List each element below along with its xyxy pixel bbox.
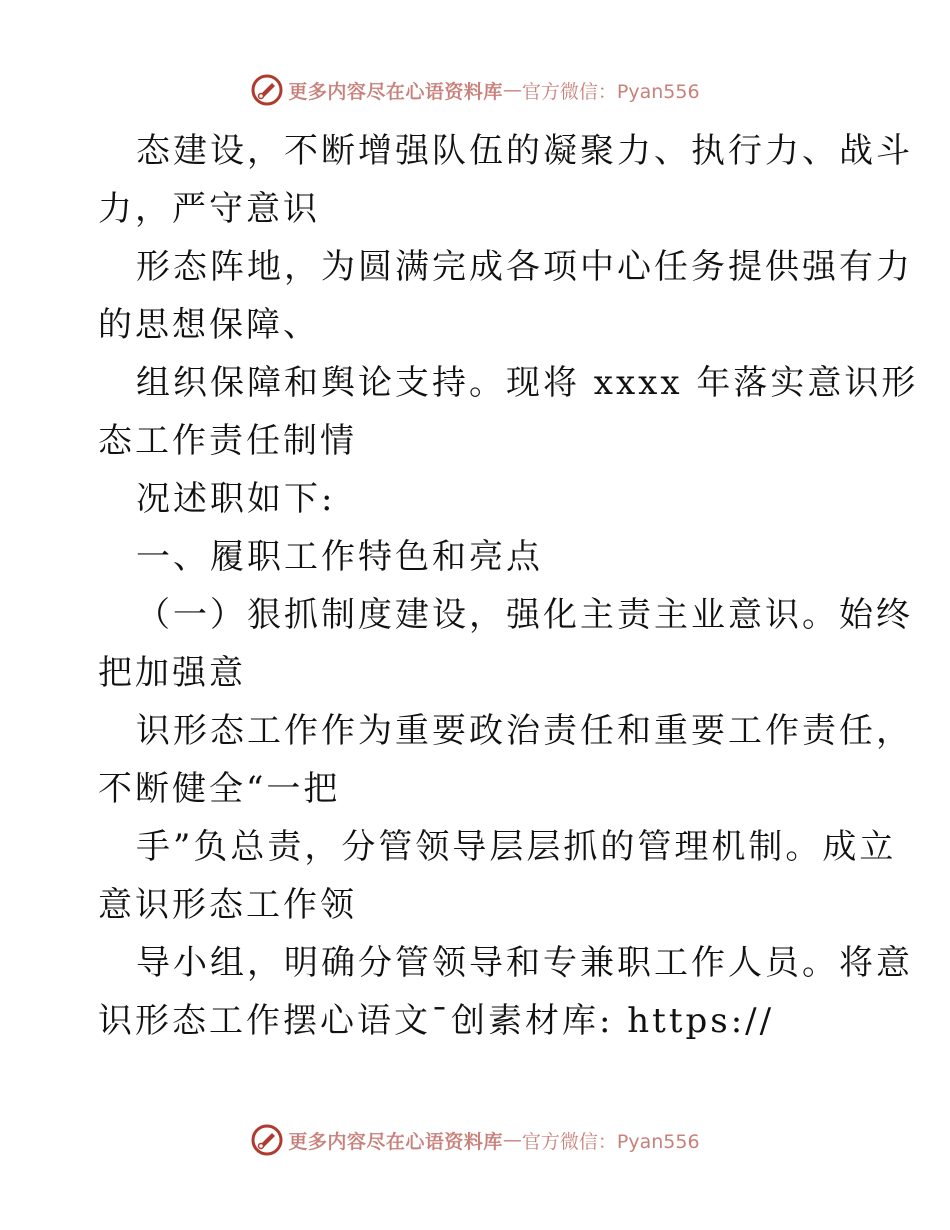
banner-main-text: 更多内容尽在心语资料库: [288, 1130, 503, 1153]
body-line: 识形态工作摆心语文¯创素材库: https://: [98, 1001, 775, 1041]
banner-separator: —: [502, 1129, 522, 1151]
body-line: 意识形态工作领: [98, 885, 357, 925]
body-line: 不断健全“一把: [98, 769, 341, 809]
banner-separator: —: [502, 79, 522, 101]
body-line: 把加强意: [98, 653, 246, 693]
banner-main-text: 更多内容尽在心语资料库: [288, 80, 503, 103]
body-line: 态建设，不断增强队伍的凝聚力、执行力、战斗: [136, 131, 913, 171]
banner-contact-text: 官方微信：Pyan556: [521, 80, 700, 103]
body-line: 的思想保障、: [98, 305, 320, 345]
document-body: [98, 122, 919, 1050]
footer-banner: [0, 1120, 950, 1160]
body-line: 手”负总责，分管领导层层抓的管理机制。成立: [136, 827, 897, 867]
body-line: 形态阵地，为圆满完成各项中心任务提供强有力: [136, 247, 913, 287]
banner-contact-text: 官方微信：Pyan556: [521, 1130, 700, 1153]
body-line: 导小组，明确分管领导和专兼职工作人员。将意: [136, 943, 913, 983]
body-line: （一）狠抓制度建设，强化主责主业意识。始终: [136, 595, 913, 635]
logo-icon: [250, 73, 284, 107]
section-heading: 一、履职工作特色和亮点: [136, 537, 543, 577]
body-line: 力，严守意识: [98, 189, 320, 229]
body-line: 况述职如下:: [136, 479, 336, 519]
body-line: 态工作责任制情: [98, 421, 357, 461]
body-line: 组织保障和舆论支持。现将 xxxx 年落实意识形: [136, 363, 919, 403]
logo-icon: [250, 1123, 284, 1157]
body-line: 识形态工作作为重要政治责任和重要工作责任，: [136, 711, 913, 751]
header-banner: [0, 70, 950, 110]
